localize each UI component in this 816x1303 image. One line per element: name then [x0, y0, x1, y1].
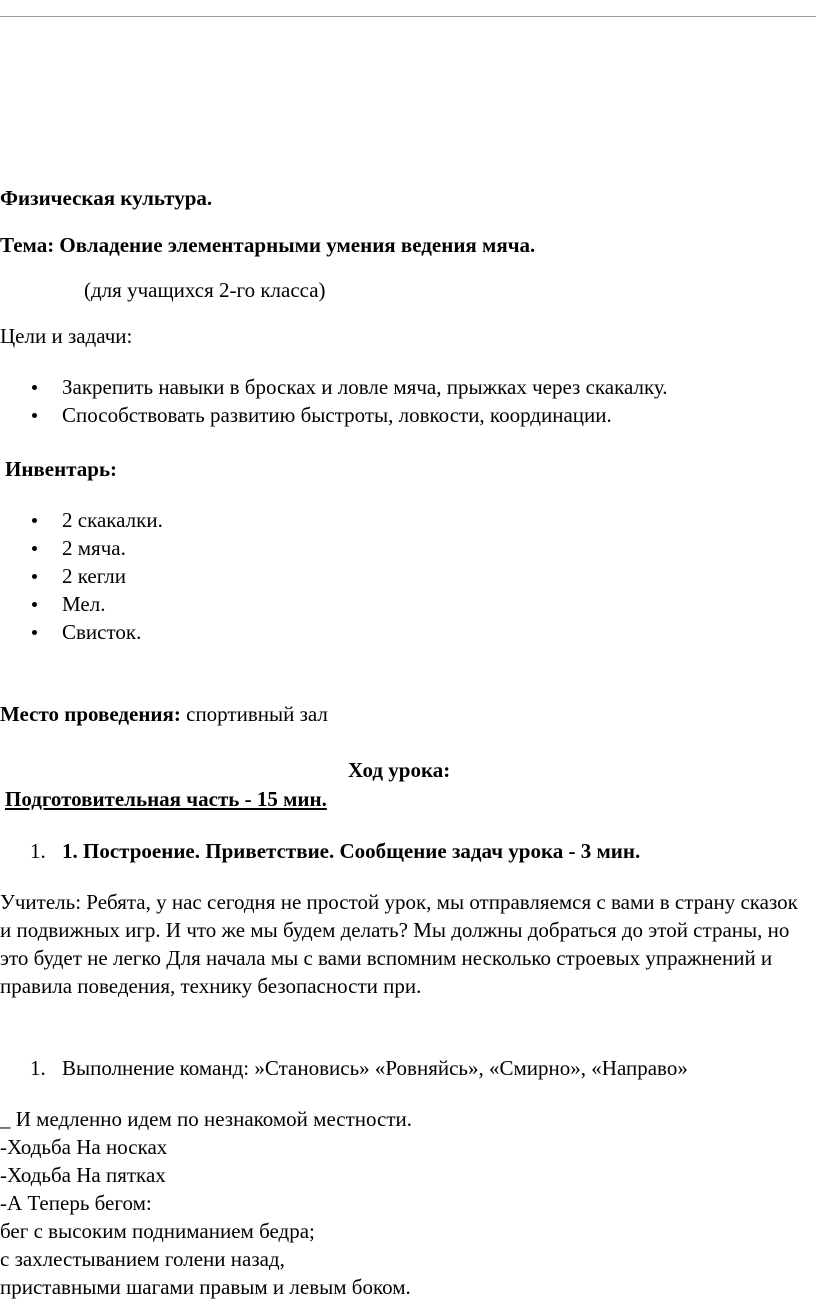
walk-line: -Ходьба На пятках [0, 1163, 166, 1187]
top-divider [0, 16, 816, 17]
list-item: 2 кегли [0, 562, 163, 590]
inventory-list [0, 506, 163, 646]
step-text: 1. Построение. Приветствие. Сообщение задач урока - 3 мин. [62, 839, 641, 863]
walk-line: с захлестыванием голени назад, [0, 1247, 285, 1271]
walk-line: -А Теперь бегом: [0, 1191, 152, 1215]
walk-line: бег с высоким подниманием бедра; [0, 1219, 315, 1243]
step-text: Выполнение команд: »Становись» «Ровняйсь», «Смирно», «Направо» [62, 1056, 688, 1080]
bullet-icon [32, 385, 37, 390]
grade-note: (для учащихся 2-го класса) [84, 278, 326, 302]
teacher-paragraph: Учитель: Ребята, у нас сегодня не простой урок, мы отправляемся с вами в страну сказок и подвижных игр. И что же мы будем делать? Мы должны добраться до этой страны, но это будет не легко Для начала мы с вами вспомним несколько строевых упражнений и правила поведения, технику безопасности при. [0, 890, 798, 998]
goals-list [0, 373, 668, 429]
list-item: Свисток. [0, 618, 163, 646]
walk-line: -Ходьба На носках [0, 1135, 168, 1159]
bullet-icon [32, 602, 37, 607]
goals-heading: Цели и задачи: [0, 324, 133, 348]
list-item: Способствовать развитию быстроты, ловкости, координации. [0, 401, 668, 429]
bullet-icon [32, 630, 37, 635]
venue-value: спортивный зал [180, 702, 328, 726]
walk-line: приставными шагами правым и левым боком. [0, 1275, 411, 1299]
inventory-heading: Инвентарь: [5, 457, 118, 481]
bullet-icon [32, 413, 37, 418]
lesson-heading: Ход урока: [348, 758, 451, 782]
list-item: 2 мяча. [0, 534, 163, 562]
venue-line [0, 700, 328, 728]
list-item: Мел. [0, 590, 163, 618]
topic-heading: Тема: Овладение элементарными умения ведения мяча. [0, 233, 536, 257]
walk-line: _ И медленно идем по незнакомой местности. [0, 1107, 413, 1131]
step-number: 1. [30, 839, 46, 863]
bullet-icon [32, 518, 37, 523]
step-number: 1. [30, 1056, 46, 1080]
bullet-icon [32, 574, 37, 579]
list-item: Закрепить навыки в бросках и ловле мяча, прыжках через скакалку. [0, 373, 668, 401]
venue-label: Место проведения: [0, 702, 181, 726]
prep-part-heading: Подготовительная часть - 15 мин. [5, 787, 327, 811]
subject-heading: Физическая культура. [0, 186, 213, 210]
list-item: 2 скакалки. [0, 506, 163, 534]
bullet-icon [32, 546, 37, 551]
